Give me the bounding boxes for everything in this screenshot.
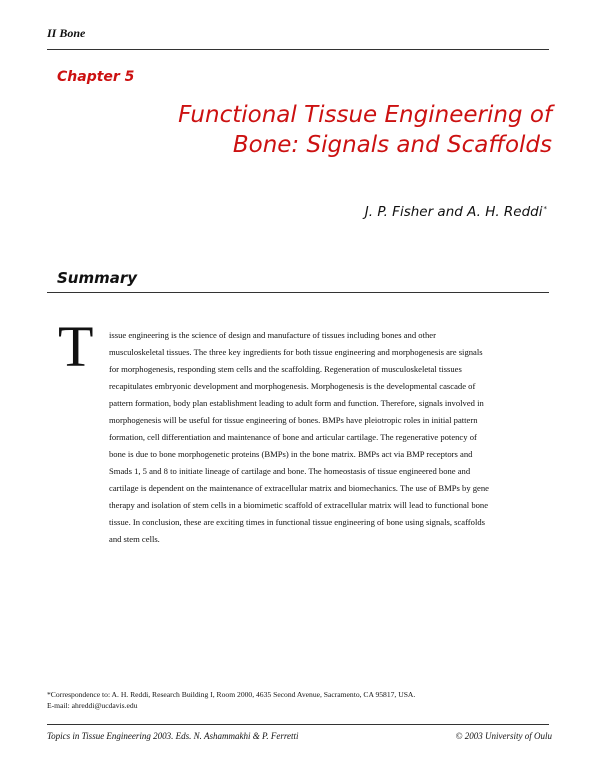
footer-copyright: © 2003 University of Oulu	[455, 731, 552, 741]
summary-line: cartilage is dependent on the maintenance of extracellular matrix and biomechanics. The use of BMPs by gene	[109, 483, 489, 493]
summary-line: recapitulates embryonic development and morphogenesis. Morphogenesis is the developmental cascade of	[109, 381, 476, 391]
summary-line: morphogenesis will be useful for tissue engineering of bones. BMPs have pleiotropic roles in initial pattern	[109, 415, 478, 425]
summary-line: tissue. In conclusion, these are exciting times in functional tissue engineering of bone using signals, scaffolds	[109, 517, 485, 527]
summary-line: Smads 1, 5 and 8 to initiate lineage of cartilage and bone. The homeostasis of tissue engineered bone and	[109, 466, 471, 476]
author-names: J. P. Fisher and A. H. Reddi	[364, 204, 543, 220]
summary-text	[109, 327, 554, 548]
footnote-address: *Correspondence to: A. H. Reddi, Research Building I, Room 2000, 4635 Second Avenue, Sacramento, CA 95817, USA.	[47, 690, 416, 699]
summary-rule	[47, 292, 549, 293]
summary-line: and stem cells.	[109, 534, 160, 544]
summary-line: issue engineering is the science of design and manufacture of tissues including bones and other	[109, 330, 436, 340]
summary-line: therapy and isolation of stem cells in a biomimetic scaffold of extracellular matrix will lead to functional bone	[109, 500, 489, 510]
footer-citation: Topics in Tissue Engineering 2003. Eds. N. Ashammakhi & P. Ferretti	[47, 731, 299, 741]
summary-line: for morphogenesis, responding stem cells and the scaffolding. Regeneration of musculoskeletal tissues	[109, 364, 462, 374]
summary-line: bone is due to bone morphogenetic proteins (BMPs) in the bone matrix. BMPs act via BMP receptors and	[109, 449, 473, 459]
summary-heading: Summary	[57, 269, 138, 287]
summary-line: formation, cell differentiation and maintenance of bone and articular cartilage. The regenerative potency of	[109, 432, 477, 442]
footnote-email: E-mail: ahreddi@ucdavis.edu	[47, 701, 138, 710]
header-rule	[47, 49, 549, 50]
chapter-title-line-2: Bone: Signals and Scaffolds	[232, 132, 552, 158]
correspondence-mark: *	[543, 204, 547, 213]
running-header: II Bone	[47, 26, 86, 40]
chapter-label: Chapter 5	[57, 69, 135, 85]
summary-line: pattern formation, body plan establishment leading to adult form and function. Therefore, signals involved in	[109, 398, 484, 408]
drop-cap: T	[58, 314, 94, 379]
chapter-title	[72, 100, 552, 160]
authors	[365, 204, 546, 220]
summary-line: musculoskeletal tissues. The three key ingredients for both tissue engineering and morphogenesis are signals	[109, 347, 483, 357]
correspondence-footnote	[47, 689, 415, 711]
footer-rule	[47, 724, 549, 725]
chapter-title-line-1: Functional Tissue Engineering of	[178, 102, 552, 128]
